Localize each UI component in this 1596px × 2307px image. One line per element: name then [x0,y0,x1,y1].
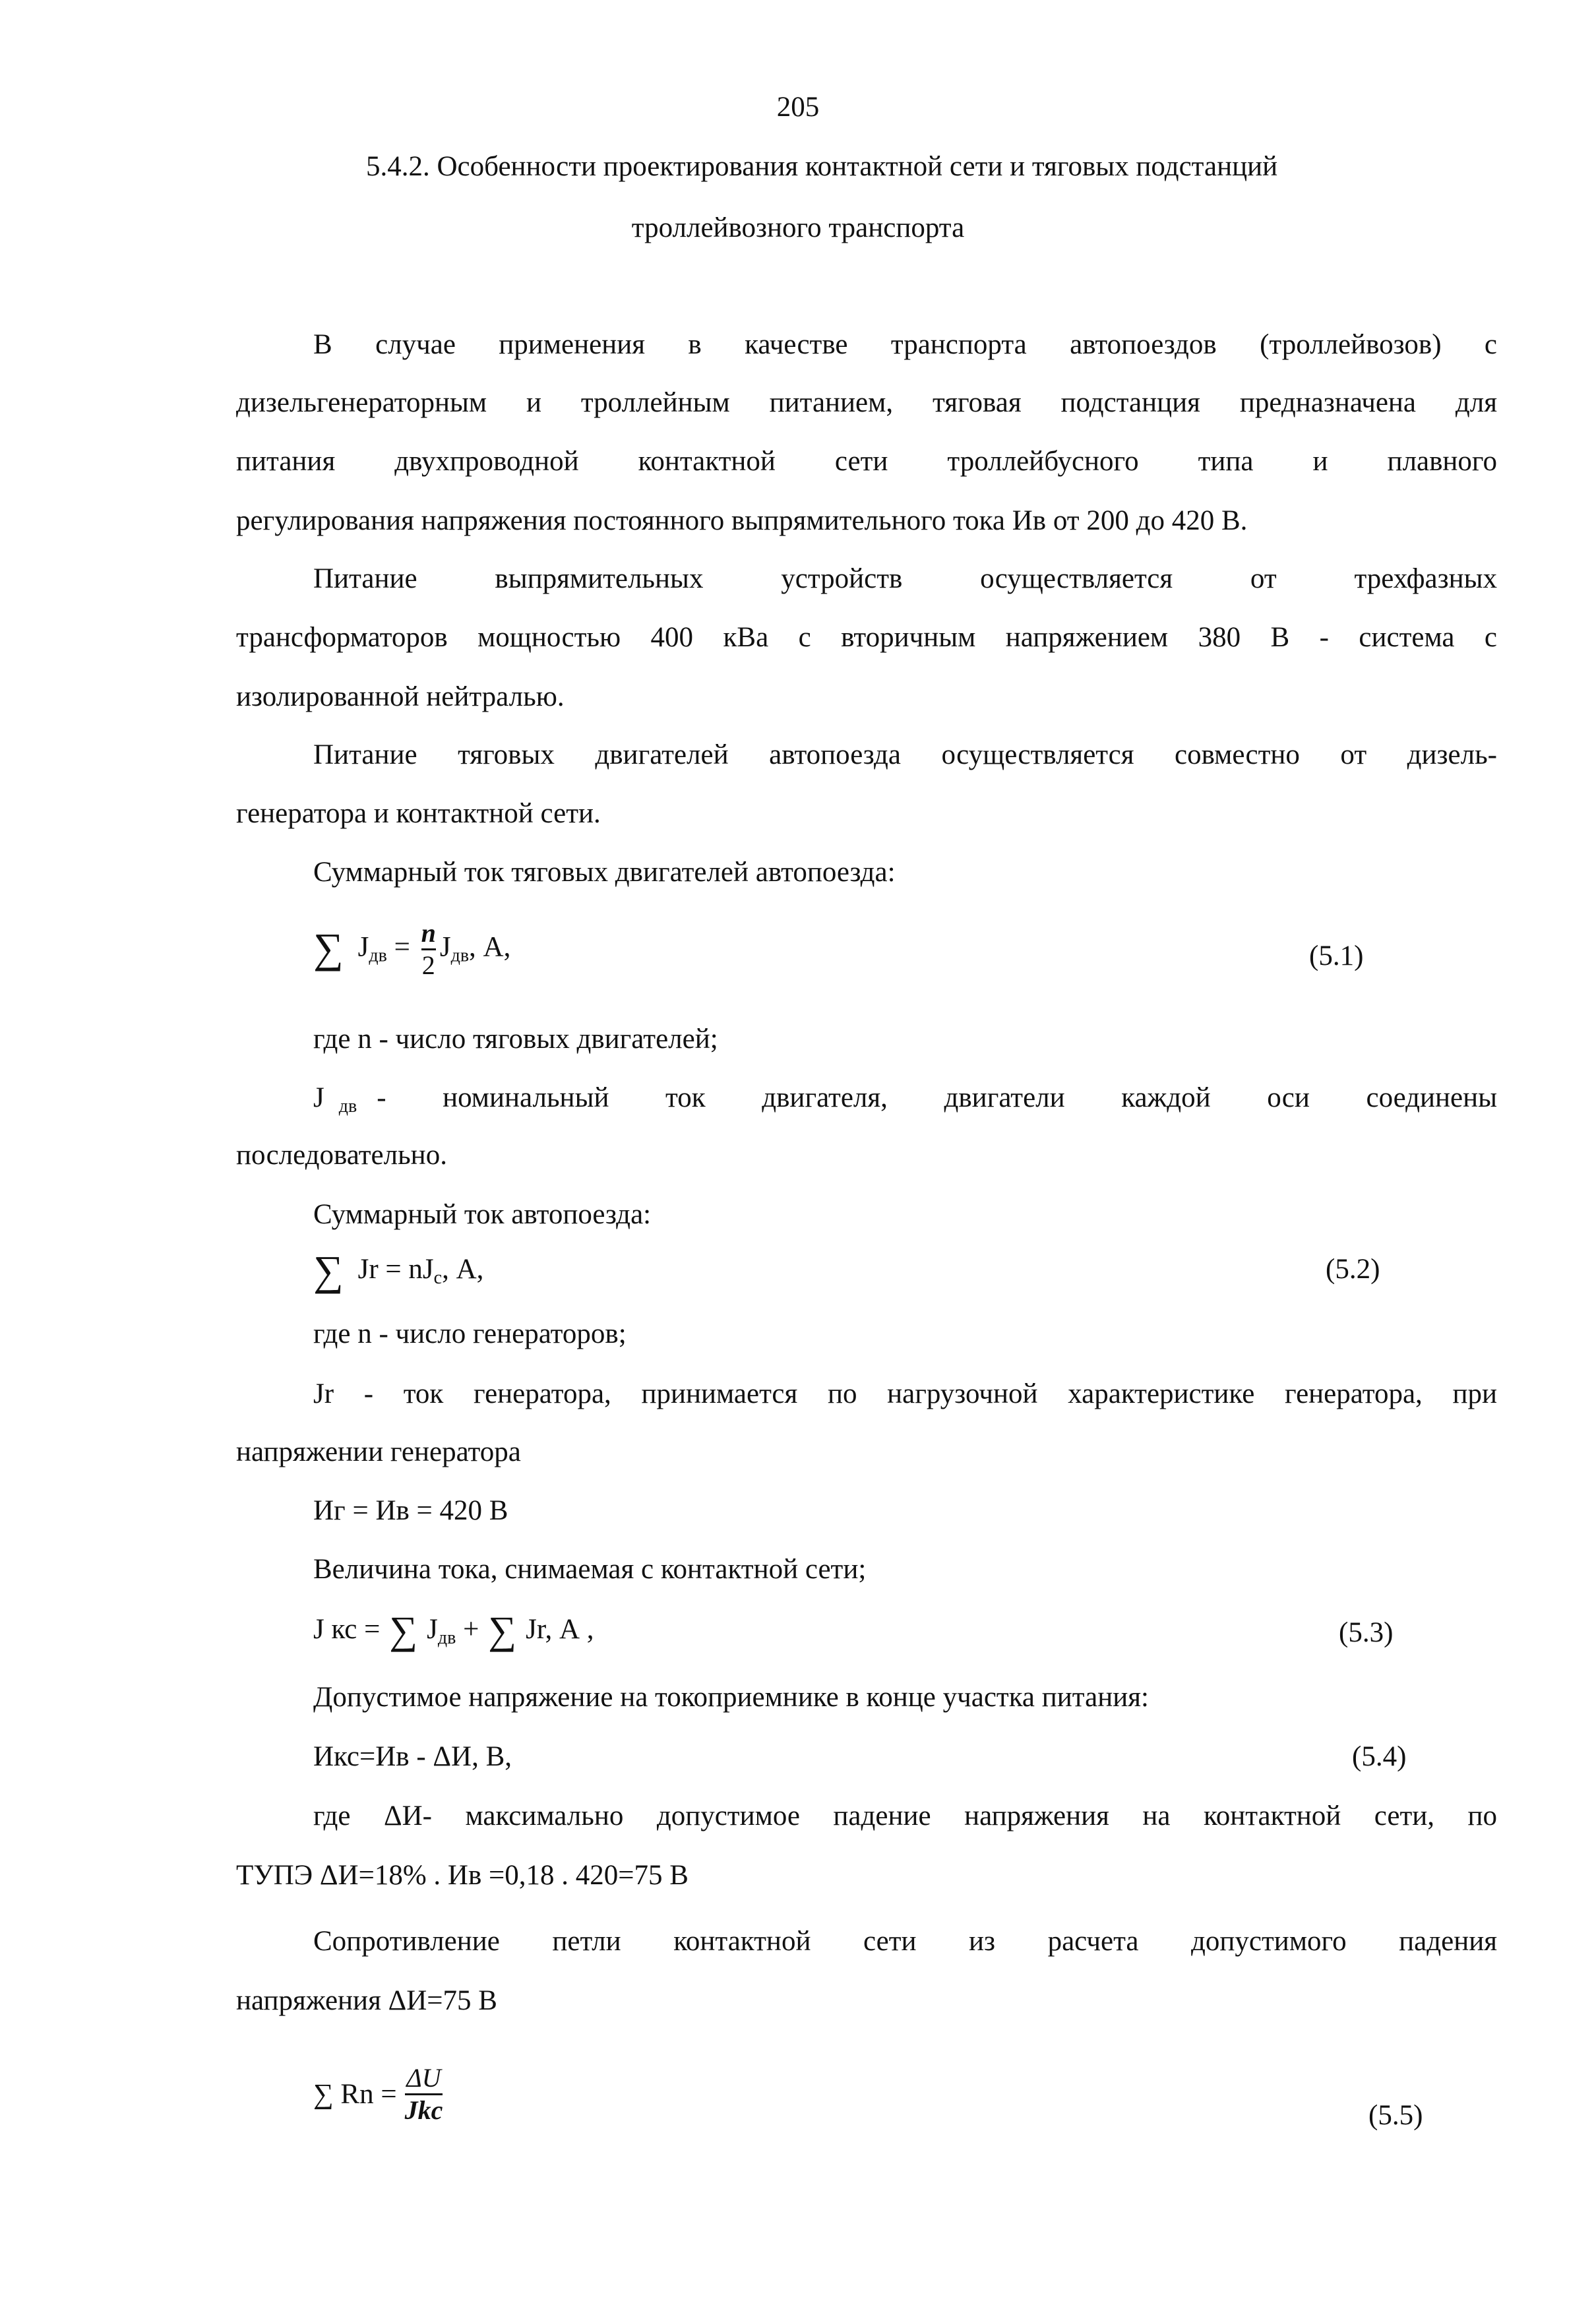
eq3-t1: J [427,1614,438,1645]
jdv-line-1 [313,1080,1497,1125]
section-heading-line-2: троллейвозного транспорта [631,212,965,243]
eq3-t2: Jr, А , [526,1614,594,1645]
sigma-symbol: ∑ [488,1609,517,1652]
eq5-fraction [405,2063,443,2126]
p2-line-3: изолированной нейтралью. [236,681,565,712]
p5-text: Суммарный ток автопоезда: [313,1199,652,1230]
p8-line-2: напряжения ΔИ=75 В [236,1985,497,2016]
eq1-fraction [421,918,436,981]
p6-text: Величина тока, снимаемая с контактной сети; [313,1554,867,1585]
eq1-numerator: n [421,918,436,948]
eq3-t1-sub: дв [437,1628,456,1648]
eq5-denominator: Jkc [404,2095,443,2125]
p2-line-2: трансформаторов мощностью 400 кВа с вторичным напряжением 380 В - система с [236,622,1497,653]
p4-text: Суммарный ток тяговых двигателей автопоезда: [313,857,896,888]
eq1-lhs: J [357,931,369,963]
jdv-line-2: последовательно. [236,1140,447,1171]
p1-line-1: В случае применения в качестве транспорта автопоездов (троллейвозов) с [313,329,1497,360]
sigma-symbol: ∑ [313,925,344,972]
where-n-generators: где n - число генераторов; [313,1318,627,1349]
p1-line-2: дизельгенераторным и троллейным питанием, тяговая подстанция предназначена для [236,387,1497,418]
eq1-rhs: J [439,931,451,963]
eq1-tail: , А, [469,931,511,963]
jdv-description: - номинальный ток двигателя, двигатели каждой оси соединены [377,1082,1497,1113]
page-number: 205 [776,92,820,123]
jr-line-2: напряжении генератора [236,1436,521,1467]
equation-number-5-4: (5.4) [1352,1741,1407,1772]
equation-number-5-2: (5.2) [1326,1254,1380,1285]
p1-line-3: питания двухпроводной контактной сети троллейбусного типа и плавного [236,446,1497,477]
eq3-lhs: J кс = [313,1614,381,1645]
equation-5-3 [313,1611,594,1657]
eq3-plus: + [463,1614,479,1645]
p7-text: Допустимое напряжение на токоприемнике в конце участка питания: [313,1682,1149,1713]
eq1-equals: = [394,931,410,963]
p1-line-4: регулирования напряжения постоянного выпрямительного тока Ив от 200 до 420 В. [236,505,1248,536]
section-heading-line-1: 5.4.2. Особенности проектирования контактной сети и тяговых подстанций [366,151,1278,182]
du-line-1: где ΔИ- максимально допустимое падение напряжения на контактной сети, по [313,1800,1497,1831]
equation-5-4: Икс=Ив - ΔИ, В, [313,1741,512,1772]
p8-line-1: Сопротивление петли контактной сети из расчета допустимого падения [313,1926,1497,1957]
eq5-lhs: ∑ Rn = [313,2078,397,2110]
p3-line-1: Питание тяговых двигателей автопоезда осуществляется совместно от дизель- [313,739,1497,770]
sigma-symbol: ∑ [389,1609,418,1652]
equation-5-1 [313,918,510,981]
sigma-symbol: ∑ [313,1247,344,1294]
p2-line-1: Питание выпрямительных устройств осуществляется от трехфазных [313,563,1497,594]
jr-line-1: Jr - ток генератора, принимается по нагрузочной характеристике генератора, при [313,1378,1497,1409]
where-n-motors: где n - число тяговых двигателей; [313,1024,718,1055]
eq1-lhs-sub: дв [369,945,387,966]
equation-number-5-3: (5.3) [1339,1617,1394,1648]
ig-equation: Иг = Ив = 420 В [313,1495,508,1526]
p3-line-2: генератора и контактной сети. [236,798,601,829]
eq2-body: Jr = nJ [357,1254,434,1285]
equation-number-5-5: (5.5) [1368,2100,1423,2131]
equation-number-5-1: (5.1) [1309,940,1364,971]
equation-5-5 [313,2063,446,2126]
eq2-tail: , А, [442,1254,484,1285]
du-line-2: ТУПЭ ΔИ=18% . Ив =0,18 . 420=75 В [236,1860,689,1891]
eq2-sub: c [433,1268,443,1288]
eq1-rhs-sub: дв [450,945,470,966]
jdv-symbol: J $_{дв}$ [313,1082,357,1117]
equation-5-2 [313,1247,484,1297]
eq1-denominator: 2 [421,950,435,980]
eq5-numerator: ΔU [406,2063,441,2093]
